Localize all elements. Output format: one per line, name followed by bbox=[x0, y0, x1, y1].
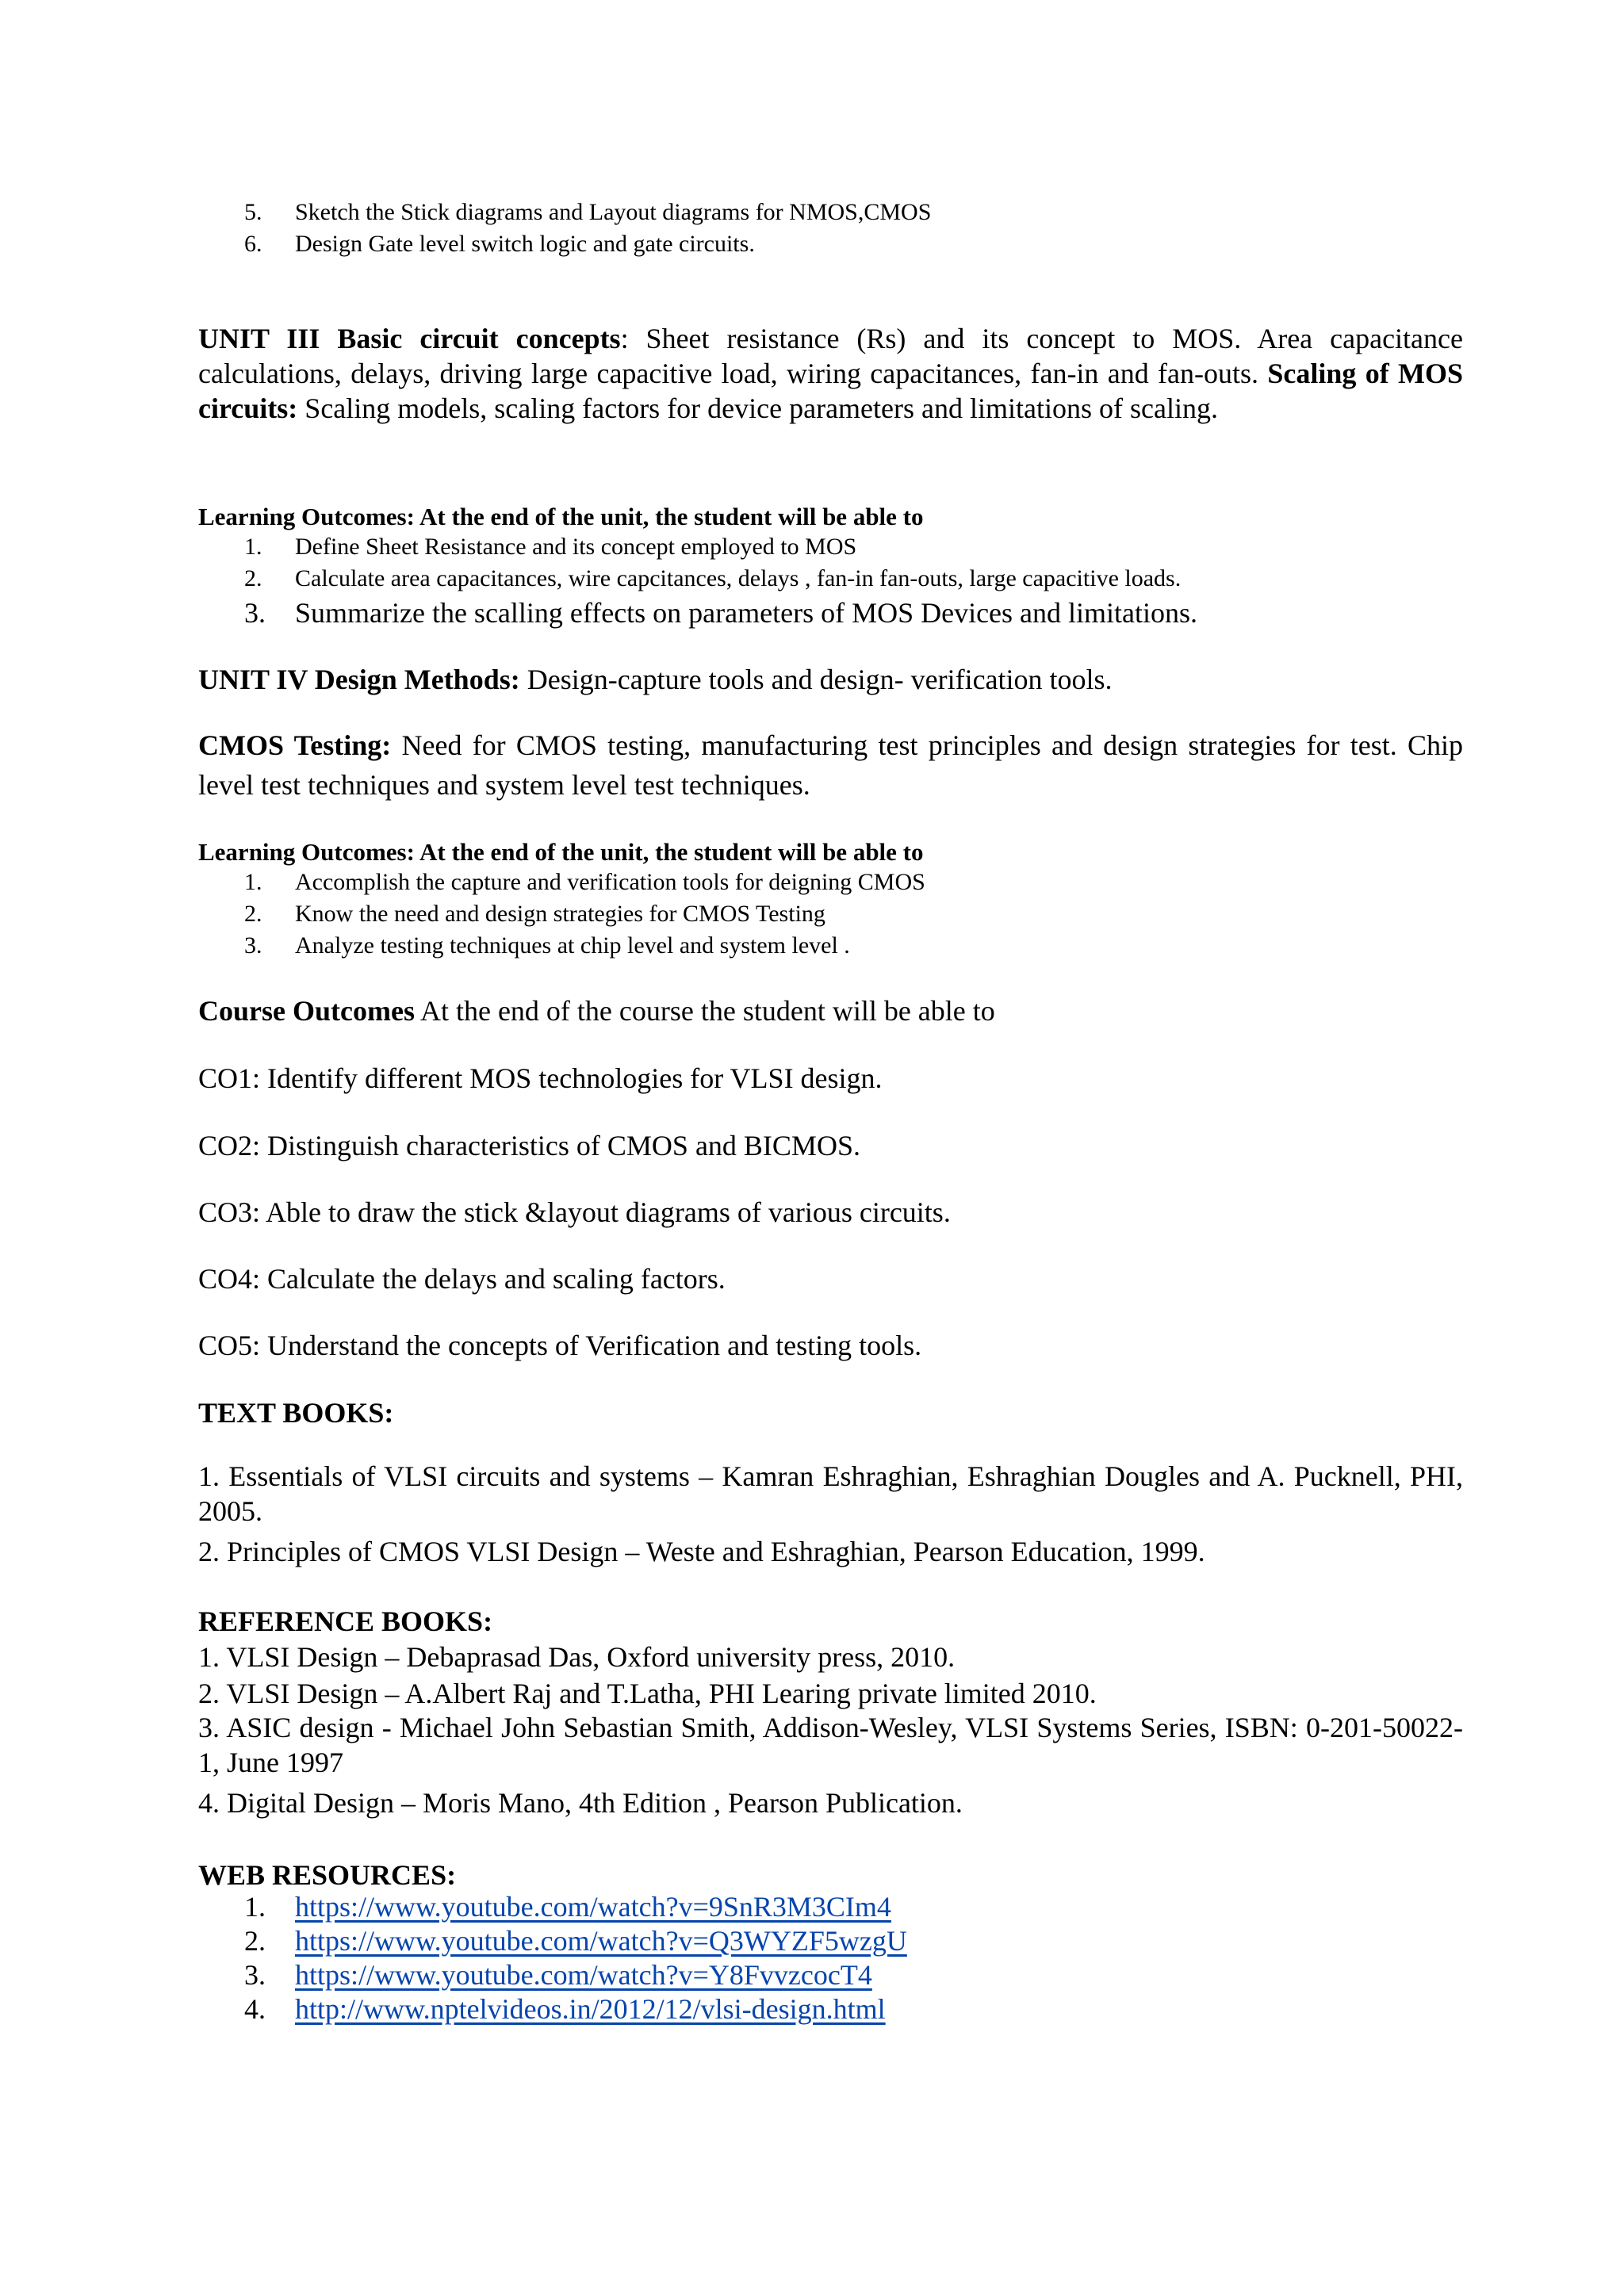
reference-book-item: 2. VLSI Design – A.Albert Raj and T.Latha, PHI Learing private limited 2010. bbox=[198, 1678, 1097, 1709]
list-item: 1. Define Sheet Resistance and its concept employed to MOS bbox=[244, 534, 857, 560]
list-item: 3. Analyze testing techniques at chip level and system level . bbox=[244, 932, 850, 959]
unit4-learning-outcomes-heading: Learning Outcomes: At the end of the unit, the student will be able to bbox=[198, 838, 924, 866]
unit3-heading: UNIT III Basic circuit concepts bbox=[198, 323, 621, 354]
list-item: 3. Summarize the scalling effects on parameters of MOS Devices and limitations. bbox=[244, 597, 1198, 629]
web-resource-link[interactable]: https://www.youtube.com/watch?v=9SnR3M3CIm4 bbox=[295, 1891, 891, 1923]
course-outcome-item: CO4: Calculate the delays and scaling factors. bbox=[198, 1263, 726, 1295]
reference-books-heading: REFERENCE BOOKS: bbox=[198, 1605, 493, 1637]
list-item: 4. http://www.nptelvideos.in/2012/12/vlsi-design.html bbox=[244, 1993, 886, 2025]
course-outcome-item: CO5: Understand the concepts of Verification and testing tools. bbox=[198, 1330, 922, 1361]
course-outcomes-intro: Course Outcomes At the end of the course the student will be able to bbox=[198, 995, 995, 1027]
unit3-learning-outcomes-heading: Learning Outcomes: At the end of the unit, the student will be able to bbox=[198, 503, 924, 530]
unit4-paragraph: UNIT IV Design Methods: Design-capture tools and design- verification tools. bbox=[198, 664, 1113, 695]
list-item: 6. Design Gate level switch logic and gate circuits. bbox=[244, 231, 755, 257]
course-outcome-item: CO2: Distinguish characteristics of CMOS and BICMOS. bbox=[198, 1130, 860, 1161]
text-book-item: 1. Essentials of VLSI circuits and systems – Kamran Eshraghian, Eshraghian Dougles and A. Pucknell, PHI, 2005. bbox=[198, 1460, 1463, 1527]
list-item: 3. https://www.youtube.com/watch?v=Y8FvvzcocT4 bbox=[244, 1959, 872, 1991]
unit3-paragraph: UNIT III Basic circuit concepts: Sheet resistance (Rs) and its concept to MOS. Area capacitance calculations, delays, driving large capacitive load, wiring capacitances, fan-in and fan-outs. Scaling of MOS circuits: Scaling models, scaling factors for device parameters and limitations of scaling. bbox=[198, 323, 1464, 424]
reference-book-item: 3. ASIC design - Michael John Sebastian Smith, Addison-Wesley, VLSI Systems Series, ISBN: 0-201-50022-1, June 1997 bbox=[198, 1712, 1463, 1778]
list-item: 2. Calculate area capacitances, wire capcitances, delays , fan-in fan-outs, large capacitive loads. bbox=[244, 565, 1182, 591]
unit3-outcomes-list bbox=[198, 531, 1463, 631]
unit4-outcomes-list bbox=[198, 867, 1463, 962]
course-outcome-item: CO1: Identify different MOS technologies for VLSI design. bbox=[198, 1062, 883, 1094]
list-item: 2. https://www.youtube.com/watch?v=Q3WYZF5wzgU bbox=[244, 1925, 907, 1957]
text-books-heading: TEXT BOOKS: bbox=[198, 1397, 394, 1429]
reference-book-item: 4. Digital Design – Moris Mano, 4th Edition , Pearson Publication. bbox=[198, 1787, 963, 1819]
reference-book-item: 1. VLSI Design – Debaprasad Das, Oxford university press, 2010. bbox=[198, 1641, 956, 1673]
list-item: 1. https://www.youtube.com/watch?v=9SnR3M3CIm4 bbox=[244, 1891, 891, 1923]
web-resources-heading: WEB RESOURCES: bbox=[198, 1859, 457, 1891]
unit4-heading: UNIT IV Design Methods: bbox=[198, 664, 520, 695]
web-resource-link[interactable]: https://www.youtube.com/watch?v=Q3WYZF5wzgU bbox=[295, 1925, 907, 1957]
course-outcome-item: CO3: Able to draw the stick &layout diagrams of various circuits. bbox=[198, 1196, 951, 1228]
list-item: 1. Accomplish the capture and verification tools for deigning CMOS bbox=[244, 869, 925, 895]
web-resources-list bbox=[198, 1890, 1463, 2026]
web-resource-link[interactable]: http://www.nptelvideos.in/2012/12/vlsi-design.html bbox=[295, 1993, 886, 2025]
course-outcomes-heading: Course Outcomes bbox=[198, 995, 415, 1027]
cmos-testing-paragraph: CMOS Testing: Need for CMOS testing, manufacturing test principles and design strategies for test. Chip level test techniques and system level test techniques. bbox=[198, 729, 1463, 801]
list-item: 5. Sketch the Stick diagrams and Layout diagrams for NMOS,CMOS bbox=[244, 199, 932, 225]
text-book-item: 2. Principles of CMOS VLSI Design – Weste and Eshraghian, Pearson Education, 1999. bbox=[198, 1536, 1205, 1567]
scaling-heading: Scaling of MOS circuits: bbox=[198, 358, 1464, 424]
unit2-outcomes-list bbox=[198, 197, 1463, 260]
cmos-testing-heading: CMOS Testing: bbox=[198, 729, 392, 761]
list-item: 2. Know the need and design strategies for CMOS Testing bbox=[244, 901, 825, 927]
web-resource-link[interactable]: https://www.youtube.com/watch?v=Y8FvvzcocT4 bbox=[295, 1959, 872, 1991]
